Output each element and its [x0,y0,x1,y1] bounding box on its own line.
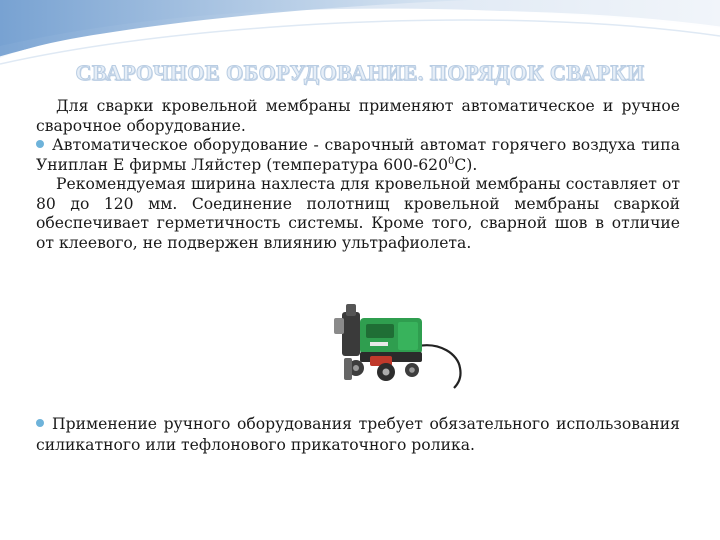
bullet-dot-icon [36,140,44,148]
slide-body [36,97,680,253]
recommendation-paragraph: Рекомендуемая ширина нахлеста для кровельной мембраны составляет от 80 до 120 мм. Соединение полотнищ кровельной мембраны сваркой обеспечивает герметичность системы. Кроме того, сварной шов в отличие от клеевого, не подвержен влиянию ультрафиолета. [36,175,680,252]
bullet2-text: Применение ручного оборудования требует обязательного использования силикатного или тефлонового прикаточного ролика. [36,415,680,454]
intro-paragraph: Для сварки кровельной мембраны применяют автоматическое и ручное сварочное оборудование. [36,97,680,135]
welding-machine-icon [320,298,470,390]
manual-equipment-section [36,414,680,456]
bullet-dot-icon [36,419,44,427]
slide-title: СВАРОЧНОЕ ОБОРУДОВАНИЕ. ПОРЯДОК СВАРКИ [75,60,645,85]
bullet-automatic-equipment [36,136,680,175]
bullet1-text-end: С). [454,155,478,174]
bullet-manual-equipment [36,414,680,456]
bullet1-text: Автоматическое оборудование - сварочный автомат горячего воздуха типа Униплан Е фирмы Ляйстер (температура 600-620 [36,136,680,174]
degree-superscript: 0 [448,155,455,167]
